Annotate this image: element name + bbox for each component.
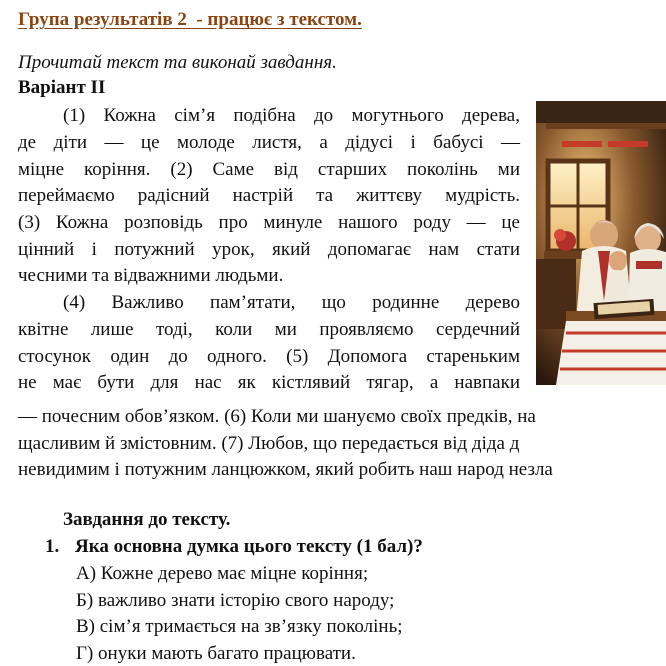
paragraph-2-line-1: (4) Важливо пам’ятати, що родинне дерево [63, 292, 520, 313]
paragraph-1-line-2: де діти — це молоде листя, а дідусі і бабусі — [18, 132, 520, 153]
answer-option-b: Б) важливо знати історію свого народу; [76, 590, 395, 611]
paragraph-1-line-6: цінний і потужний урок, який допомагає нам стати [18, 239, 520, 260]
family-illustration [536, 101, 666, 385]
answer-option-d: Г) онуки мають багато працювати. [76, 643, 356, 664]
page-title: Група результатів 2 - працює з текстом. [18, 9, 362, 30]
paragraph-1-line-5: (3) Кожна розповідь про минуле нашого роду — це [18, 212, 520, 233]
instruction-text: Прочитай текст та виконай завдання. [18, 52, 337, 73]
family-illustration-svg [536, 101, 666, 385]
question-number: 1. [45, 536, 60, 557]
paragraph-2-line-4: не має бути для нас як кістлявий тягар, а навпаки [18, 372, 520, 393]
paragraph-1-line-1: (1) Кожна сім’я подібна до могутнього дерева, [63, 105, 520, 126]
question-1 [45, 535, 423, 559]
paragraph-1-line-4: переймаємо радісний настрій та життєву мудрість. [18, 185, 520, 206]
paragraph-2-line-6: щасливим й змістовним. (7) Любов, що передається від діда д [18, 433, 520, 454]
question-text: Яка основна думка цього тексту (1 бал)? [75, 536, 423, 557]
paragraph-2-line-2: квітне лише тоді, коли ми проявляємо сердечний [18, 319, 520, 340]
variant-label: Варіант ІІ [18, 77, 106, 98]
paragraph-1-line-7: чесними та відважними людьми. [18, 265, 284, 286]
answer-option-c: В) сім’я тримається на зв’язку поколінь; [76, 616, 403, 637]
paragraph-1-line-3: міцне коріння. (2) Саме від старших поколінь ми [18, 159, 520, 180]
paragraph-2-line-7: невидимим і потужним ланцюжком, який робить наш народ незла [18, 459, 553, 480]
paragraph-2-line-3: стосунок один до одного. (5) Допомога стареньким [18, 346, 520, 367]
tasks-title: Завдання до тексту. [63, 509, 231, 530]
answer-option-a: А) Кожне дерево має міцне коріння; [76, 563, 369, 584]
paragraph-2-line-5: — почесним обов’язком. (6) Коли ми шануємо своїх предків, на [18, 406, 536, 427]
